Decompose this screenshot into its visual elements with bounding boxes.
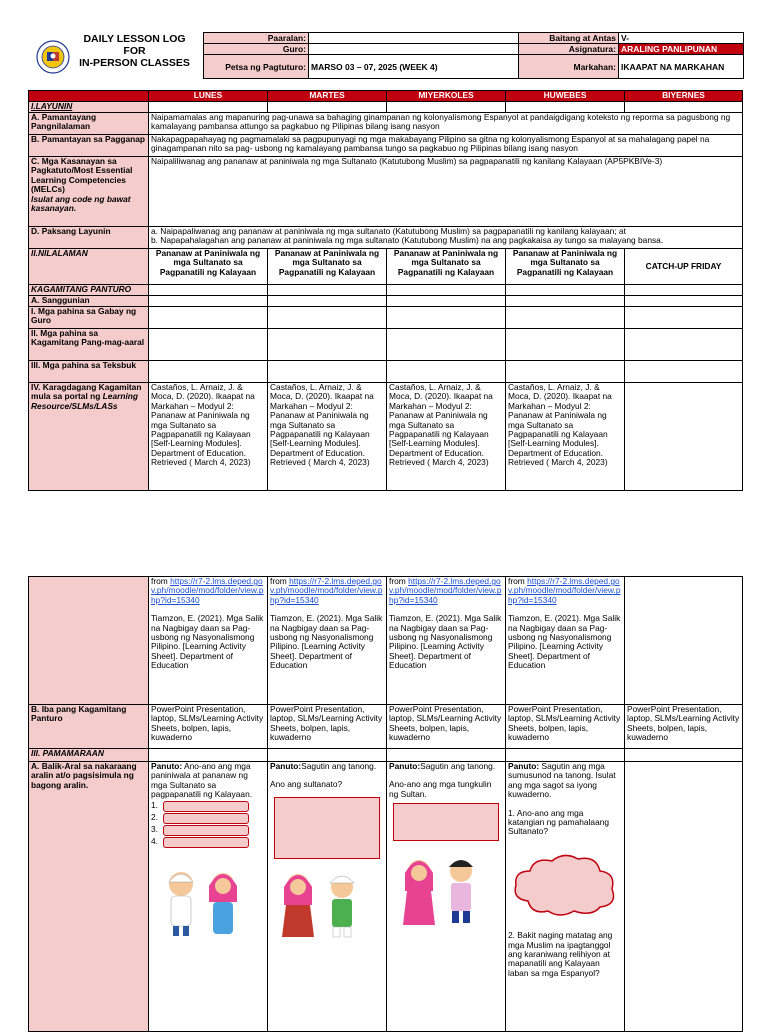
nilalaman-martes: Pananaw at Paniniwala ng mga Sultanato sa Pagpanatili ng Kalayaan — [268, 249, 387, 285]
balik-aral-martes: Panuto:Sagutin ang tanong. Ano ang sultanato? — [268, 762, 387, 1032]
asignatura-value: ARALING PANLIPUNAN — [619, 44, 744, 55]
url-ref-biyernes — [625, 577, 743, 705]
melc-label-cell — [29, 157, 149, 227]
reference2-miyerkoles: Tiamzon, E. (2021). Mga Salik na Nagbigay daan sa Pag-usbong ng Nasyonalismong Pilipino. [Learning Activity Sheet]. Department of Education — [389, 613, 502, 671]
baitang-label: Baitang at Antas — [519, 33, 619, 44]
corner-cell — [29, 91, 149, 102]
answer-box-martes[interactable] — [274, 797, 380, 859]
markahan-label: Markahan: — [519, 55, 619, 79]
markahan-value: IKAAPAT NA MARKAHAN — [619, 55, 744, 79]
baitang-value: V- — [619, 33, 744, 44]
reference-biyernes — [625, 383, 743, 491]
melc-label: C. Mga Kasanayan sa Pagkatuto/Most Essential Learning Competencies (MELCs) — [31, 156, 133, 195]
pamantayan-pagganap-text: Nakapagpapahayag ng pagmamalaki sa pagpupunyagi ng mga makabayang Pilipino sa gitna ng kolonyalismong Espanyol at sa mahalagang papel na ginagampanan nito sa pag- usbong ng kamalayang pambansa tungo sa pagkabuo ng Pilipinas bilang isang nasyon — [149, 135, 743, 157]
balik-aral-label: A. Balik-Aral sa nakaraang aralin at/o pagsisimula ng bagong aralin. — [29, 762, 149, 1032]
lesson-table-page1 — [28, 90, 743, 491]
asignatura-label: Asignatura: — [519, 44, 619, 55]
muslim-kids-illustration-2 — [270, 865, 370, 940]
nilalaman-biyernes: CATCH-UP FRIDAY — [625, 249, 743, 285]
karagdagang-kagamitan-label: IV. Karagdagang Kagamitan mula sa portal ng — [31, 382, 142, 402]
karagdagang-kagamitan-italic: Learning Resource/SLMs/LASs — [31, 391, 139, 411]
answer-line-4[interactable] — [163, 837, 249, 848]
iba-pang-kagamitan-biyernes: PowerPoint Presentation, laptop, SLMs/Learning Activity Sheets, bolpen, lapis, kuwaderno — [625, 705, 743, 749]
paaralan-field — [309, 33, 519, 44]
iba-pang-kagamitan-martes: PowerPoint Presentation, laptop, SLMs/Learning Activity Sheets, bolpen, lapis, kuwaderno — [268, 705, 387, 749]
lms-link-lunes[interactable]: https://r7-2.lms.deped.gov.ph/moodle/mod/folder/view.php?id=15340 — [151, 576, 264, 605]
paaralan-label: Paaralan: — [204, 33, 309, 44]
balik-aral-huwebes: Panuto: Sagutin ang mga sumusunod na tanong. Isulat ang mga sagot sa iyong kuwaderno. 1. Ano-ano ang mga katangian ng pamahalaang Sultanato? 2. Bakit naging matatag ang mga Muslim na ipagtanggol ang karaniwang relihiyon at mapanatili ang Kalayaan laban sa mga Espanyol? — [506, 762, 625, 1032]
pamantayang-pangnilalaman-label: A. Pamantayang Pangnilalaman — [29, 113, 149, 135]
iba-pang-kagamitan-miyerkoles: PowerPoint Presentation, laptop, SLMs/Learning Activity Sheets, bolpen, lapis, kuwaderno — [387, 705, 506, 749]
nilalaman-miyerkoles: Pananaw at Paniniwala ng mga Sultanato sa Pagpanatili ng Kalayaan — [387, 249, 506, 285]
reference-miyerkoles: Castaños, L. Arnaiz, J. & Moca, D. (2020). Ikaapat na Markahan – Modyul 2: Pananaw at Paniniwala ng mga Sultanato sa Pagpapanatili ng Kalayaan [Self-Learning Modules]. Department of Education. Retrieved ( March 4, 2023) — [387, 383, 506, 491]
answer-box-miyerkoles[interactable] — [393, 803, 499, 841]
paksang-layunin-a: a. Naipapaliwanag ang pananaw at paniniwala ng mga sultanato (Katutubong Muslim) sa pagpapanatili ng kanilang kalayaan; at — [151, 226, 626, 236]
header-table — [203, 32, 744, 79]
huwebes-question-1: 1. Ano-ano ang mga katangian ng pamahalaang Sultanato? — [508, 807, 610, 837]
guro-field — [309, 44, 519, 55]
reference2-huwebes: Tiamzon, E. (2021). Mga Salik na Nagbigay daan sa Pag-usbong ng Nasyonalismong Pilipino. [Learning Activity Sheet]. Department of Education — [508, 613, 621, 671]
day-header-miyerkoles: MIYERKOLES — [387, 91, 506, 102]
muslim-kids-illustration-3 — [389, 851, 489, 931]
nilalaman-label: II.NILALAMAN — [29, 249, 149, 285]
karagdagang-kagamitan-continued — [29, 577, 149, 705]
reference2-lunes: Tiamzon, E. (2021). Mga Salik na Nagbigay daan sa Pag-usbong ng Nasyonalismong Pilipino. [Learning Activity Sheet]. Department of Education — [151, 613, 264, 671]
karagdagang-kagamitan-cell — [29, 383, 149, 491]
day-header-huwebes: HUWEBES — [506, 91, 625, 102]
sultanato-question: Ano ang sultanato? — [270, 779, 343, 790]
pamantayang-pangnilalaman-text: Naipamamalas ang mapanuring pag-unawa sa bahaging ginampanan ng kolonyalismong Espanyol at pandaigdigang koteksto ng reporma sa pagusbong ng kamalayang pambansa attungo sa pagkabuo ng Pilipinas bilang isang nasyon — [149, 113, 743, 135]
huwebes-question-2: 2. Bakit naging matatag ang mga Muslim na ipagtanggol ang karaniwang relihiyon at mapanatili ang Kalayaan laban sa mga Espanyol? — [508, 930, 613, 978]
lms-link-martes[interactable]: https://r7-2.lms.deped.gov.ph/moodle/mod/folder/view.php?id=15340 — [270, 576, 383, 605]
lms-link-miyerkoles[interactable]: https://r7-2.lms.deped.gov.ph/moodle/mod/folder/view.php?id=15340 — [389, 576, 502, 605]
balik-aral-biyernes — [625, 762, 743, 1032]
lesson-table-page2 — [28, 576, 743, 1032]
muslim-kids-illustration — [151, 862, 251, 942]
lesson-log-title: DAILY LESSON LOG FOR IN-PERSON CLASSES — [79, 33, 190, 69]
reference-huwebes: Castaños, L. Arnaiz, J. & Moca, D. (2020). Ikaapat na Markahan – Modyul 2: Pananaw at Paniniwala ng mga Sultanato sa Pagpapanatili ng Kalayaan [Self-Learning Modules]. Department of Education. Retrieved ( March 4, 2023) — [506, 383, 625, 491]
iba-pang-kagamitan-huwebes: PowerPoint Presentation, laptop, SLMs/Learning Activity Sheets, bolpen, lapis, kuwaderno — [506, 705, 625, 749]
balik-aral-miyerkoles: Panuto:Sagutin ang tanong. Ano-ano ang mga tungkulin ng Sultan. — [387, 762, 506, 1032]
pamamaraan-section: III. PAMAMARAAN — [29, 749, 149, 762]
nilalaman-huwebes: Pananaw at Paniniwala ng mga Sultanato sa Pagpanatili ng Kalayaan — [506, 249, 625, 285]
answer-line-2[interactable] — [163, 813, 249, 824]
melc-text: Naipaliliwanag ang pananaw at paniniwala ng mga Sultanato (Katutubong Muslim) sa pagpapanatili ng kanilang Kalayaan (AP5PKBIVe-3) — [149, 157, 743, 227]
guro-label: Guro: — [204, 44, 309, 55]
url-ref-lunes: from https://r7-2.lms.deped.gov.ph/moodle/mod/folder/view.php?id=15340 Tiamzon, E. (2021). Mga Salik na Nagbigay daan sa Pag-usbong ng Nasyonalismong Pilipino. [Learning Activity Sheet]. Department of Education — [149, 577, 268, 705]
petsa-label: Petsa ng Pagtuturo: — [204, 55, 309, 79]
url-ref-miyerkoles: from https://r7-2.lms.deped.gov.ph/moodle/mod/folder/view.php?id=15340 Tiamzon, E. (2021). Mga Salik na Nagbigay daan sa Pag-usbong ng Nasyonalismong Pilipino. [Learning Activity Sheet]. Department of Education — [387, 577, 506, 705]
petsa-value: MARSO 03 – 07, 2025 (WEEK 4) — [309, 55, 519, 79]
pamantayan-pagganap-label: B. Pamantayan sa Pagganap — [29, 135, 149, 157]
teksbuk-label: III. Mga pahina sa Teksbuk — [29, 361, 149, 383]
sanggunian-label: A. Sanggunian — [29, 296, 149, 307]
url-ref-huwebes: from https://r7-2.lms.deped.gov.ph/moodle/mod/folder/view.php?id=15340 Tiamzon, E. (2021). Mga Salik na Nagbigay daan sa Pag-usbong ng Nasyonalismong Pilipino. [Learning Activity Sheet]. Department of Education — [506, 577, 625, 705]
iba-pang-kagamitan-label: B. Iba pang Kagamitang Panturo — [29, 705, 149, 749]
day-header-martes: MARTES — [268, 91, 387, 102]
kagamitang-mag-aaral-label: II. Mga pahina sa Kagamitang Pang-mag-aaral — [29, 329, 149, 361]
day-header-lunes: LUNES — [149, 91, 268, 102]
gabay-guro-label: I. Mga pahina sa Gabay ng Guro — [29, 307, 149, 329]
answer-line-1[interactable] — [163, 801, 249, 812]
paksang-layunin-cell — [149, 227, 743, 249]
sultan-question: Ano-ano ang mga tungkulin ng Sultan. — [389, 779, 492, 799]
layunin-section: I.LAYUNIN — [29, 102, 149, 113]
day-header-biyernes: BIYERNES — [625, 91, 743, 102]
balik-aral-lunes: Panuto: Ano-ano ang mga paniniwala at pananaw ng mga Sultanato sa pagpapanatili ng Kalayaan. 1. 2. 3. 4. — [149, 762, 268, 1032]
reference2-martes: Tiamzon, E. (2021). Mga Salik na Nagbigay daan sa Pag-usbong ng Nasyonalismong Pilipino. [Learning Activity Sheet]. Department of Education — [270, 613, 383, 671]
cloud-answer-shape[interactable] — [508, 851, 620, 919]
paksang-layunin-label: D. Paksang Layunin — [29, 227, 149, 249]
deped-seal-logo — [36, 40, 70, 74]
reference-lunes: Castaños, L. Arnaiz, J. & Moca, D. (2020). Ikaapat na Markahan – Modyul 2: Pananaw at Paniniwala ng mga Sultanato sa Pagpapanatili ng Kalayaan [Self-Learning Modules]. Department of Education. Retrieved ( March 4, 2023) — [149, 383, 268, 491]
lms-link-huwebes[interactable]: https://r7-2.lms.deped.gov.ph/moodle/mod/folder/view.php?id=15340 — [508, 576, 621, 605]
iba-pang-kagamitan-lunes: PowerPoint Presentation, laptop, SLMs/Learning Activity Sheets, bolpen, lapis, kuwaderno — [149, 705, 268, 749]
url-ref-martes: from https://r7-2.lms.deped.gov.ph/moodle/mod/folder/view.php?id=15340 Tiamzon, E. (2021). Mga Salik na Nagbigay daan sa Pag-usbong ng Nasyonalismong Pilipino. [Learning Activity Sheet]. Department of Education — [268, 577, 387, 705]
paksang-layunin-b: b. Napapahalagahan ang pananaw at paniniwala ng mga sultanato (Katutubong Muslim) na ang pagkakaisa ay tungo sa malayang bansa. — [151, 235, 664, 246]
answer-line-3[interactable] — [163, 825, 249, 836]
kagamitan-section: KAGAMITANG PANTURO — [29, 285, 149, 296]
nilalaman-lunes: Pananaw at Paniniwala ng mga Sultanato sa Pagpanatili ng Kalayaan — [149, 249, 268, 285]
melc-note: Isulat ang code ng bawat kasanayan. — [31, 193, 131, 214]
reference-martes: Castaños, L. Arnaiz, J. & Moca, D. (2020). Ikaapat na Markahan – Modyul 2: Pananaw at Paniniwala ng mga Sultanato sa Pagpapanatili ng Kalayaan [Self-Learning Modules]. Department of Education. Retrieved ( March 4, 2023) — [268, 383, 387, 491]
